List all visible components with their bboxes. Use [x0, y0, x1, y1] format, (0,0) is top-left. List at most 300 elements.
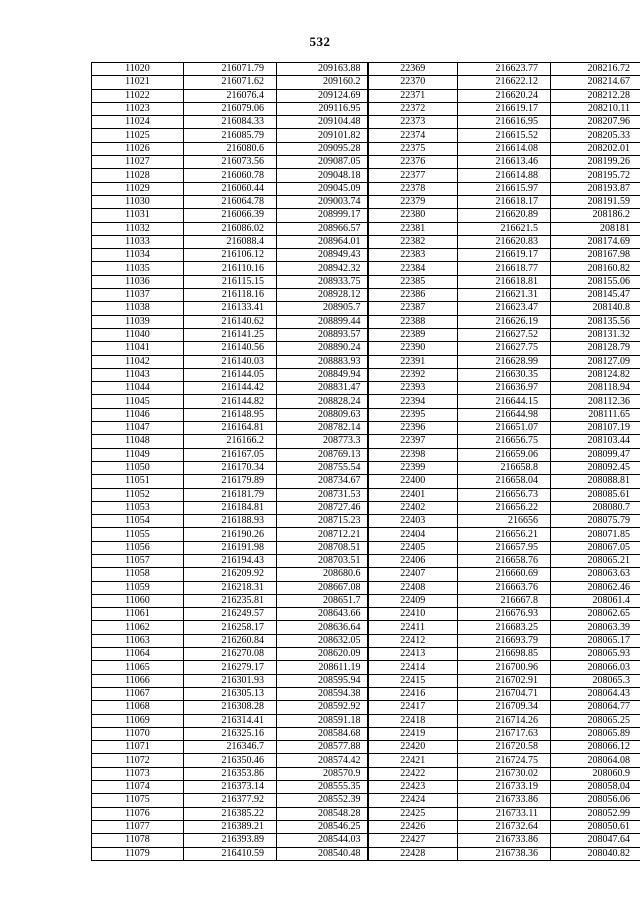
- left-y-coordinate-cell: 208643.66: [277, 608, 368, 621]
- left-x-coordinate-cell: 216301.93: [184, 674, 277, 687]
- left-x-coordinate-cell: 216140.62: [184, 315, 277, 328]
- left-x-coordinate-cell: 216060.44: [184, 182, 277, 195]
- left-y-coordinate-cell: 208680.6: [277, 568, 368, 581]
- table-row: [92, 594, 640, 607]
- left-x-coordinate-cell: 216140.56: [184, 342, 277, 355]
- right-x-coordinate-cell: 216656.75: [458, 435, 551, 448]
- right-point-id-cell: 22384: [368, 262, 458, 275]
- table-row: [92, 342, 640, 355]
- left-point-id-cell: 11063: [92, 634, 184, 647]
- right-y-coordinate-cell: 208186.2: [551, 209, 640, 222]
- right-point-id-cell: 22388: [368, 315, 458, 328]
- left-y-coordinate-cell: 208883.93: [277, 355, 368, 368]
- right-y-coordinate-cell: 208092.45: [551, 461, 640, 474]
- right-point-id-cell: 22417: [368, 701, 458, 714]
- left-x-coordinate-cell: 216166.2: [184, 435, 277, 448]
- left-x-coordinate-cell: 216218.31: [184, 581, 277, 594]
- right-x-coordinate-cell: 216628.99: [458, 355, 551, 368]
- right-x-coordinate-cell: 216709.34: [458, 701, 551, 714]
- right-point-id-cell: 22393: [368, 382, 458, 395]
- left-x-coordinate-cell: 216144.05: [184, 368, 277, 381]
- table-row: [92, 488, 640, 501]
- left-point-id-cell: 11041: [92, 342, 184, 355]
- right-x-coordinate-cell: 216676.93: [458, 608, 551, 621]
- right-x-coordinate-cell: 216627.52: [458, 328, 551, 341]
- right-y-coordinate-cell: 208210.11: [551, 102, 640, 115]
- right-y-coordinate-cell: 208062.65: [551, 608, 640, 621]
- right-y-coordinate-cell: 208065.21: [551, 554, 640, 567]
- right-x-coordinate-cell: 216656.22: [458, 501, 551, 514]
- left-x-coordinate-cell: 216144.82: [184, 395, 277, 408]
- left-point-id-cell: 11076: [92, 807, 184, 820]
- left-point-id-cell: 11052: [92, 488, 184, 501]
- left-x-coordinate-cell: 216270.08: [184, 648, 277, 661]
- left-y-coordinate-cell: 208577.88: [277, 741, 368, 754]
- table-row: [92, 634, 640, 647]
- left-point-id-cell: 11029: [92, 182, 184, 195]
- table-row: [92, 581, 640, 594]
- left-point-id-cell: 11077: [92, 820, 184, 833]
- table-row: [92, 475, 640, 488]
- right-x-coordinate-cell: 216660.69: [458, 568, 551, 581]
- right-y-coordinate-cell: 208216.72: [551, 63, 640, 76]
- left-x-coordinate-cell: 216079.06: [184, 102, 277, 115]
- table-row: [92, 448, 640, 461]
- coordinates-table-body: [92, 63, 640, 861]
- right-point-id-cell: 22404: [368, 528, 458, 541]
- right-x-coordinate-cell: 216658.8: [458, 461, 551, 474]
- right-x-coordinate-cell: 216644.98: [458, 408, 551, 421]
- right-x-coordinate-cell: 216659.06: [458, 448, 551, 461]
- left-x-coordinate-cell: 216110.16: [184, 262, 277, 275]
- right-point-id-cell: 22371: [368, 89, 458, 102]
- right-y-coordinate-cell: 208155.06: [551, 275, 640, 288]
- right-point-id-cell: 22412: [368, 634, 458, 647]
- left-x-coordinate-cell: 216118.16: [184, 289, 277, 302]
- left-point-id-cell: 11064: [92, 648, 184, 661]
- coordinates-table: [91, 62, 640, 861]
- table-row: [92, 89, 640, 102]
- right-y-coordinate-cell: 208099.47: [551, 448, 640, 461]
- right-y-coordinate-cell: 208118.94: [551, 382, 640, 395]
- right-x-coordinate-cell: 216620.89: [458, 209, 551, 222]
- right-point-id-cell: 22423: [368, 781, 458, 794]
- right-y-coordinate-cell: 208124.82: [551, 368, 640, 381]
- right-y-coordinate-cell: 208205.33: [551, 129, 640, 142]
- right-x-coordinate-cell: 216667.8: [458, 594, 551, 607]
- right-x-coordinate-cell: 216738.36: [458, 847, 551, 860]
- right-y-coordinate-cell: 208199.26: [551, 156, 640, 169]
- table-row: [92, 807, 640, 820]
- table-row: [92, 781, 640, 794]
- right-point-id-cell: 22379: [368, 195, 458, 208]
- left-x-coordinate-cell: 216350.46: [184, 754, 277, 767]
- left-y-coordinate-cell: 208831.47: [277, 382, 368, 395]
- table-row: [92, 501, 640, 514]
- table-row: [92, 741, 640, 754]
- page-number: 532: [309, 34, 331, 49]
- left-y-coordinate-cell: 208773.3: [277, 435, 368, 448]
- left-x-coordinate-cell: 216235.81: [184, 594, 277, 607]
- left-x-coordinate-cell: 216076.4: [184, 89, 277, 102]
- left-y-coordinate-cell: 208708.51: [277, 541, 368, 554]
- left-y-coordinate-cell: 208849.94: [277, 368, 368, 381]
- right-y-coordinate-cell: 208065.89: [551, 727, 640, 740]
- right-y-coordinate-cell: 208064.08: [551, 754, 640, 767]
- left-point-id-cell: 11038: [92, 302, 184, 315]
- table-row: [92, 661, 640, 674]
- right-x-coordinate-cell: 216619.17: [458, 249, 551, 262]
- left-x-coordinate-cell: 216279.17: [184, 661, 277, 674]
- right-point-id-cell: 22380: [368, 209, 458, 222]
- left-y-coordinate-cell: 208632.05: [277, 634, 368, 647]
- right-y-coordinate-cell: 208052.99: [551, 807, 640, 820]
- right-x-coordinate-cell: 216636.97: [458, 382, 551, 395]
- right-x-coordinate-cell: 216630.35: [458, 368, 551, 381]
- left-point-id-cell: 11047: [92, 422, 184, 435]
- table-row: [92, 674, 640, 687]
- left-x-coordinate-cell: 216085.79: [184, 129, 277, 142]
- left-x-coordinate-cell: 216088.4: [184, 235, 277, 248]
- left-point-id-cell: 11034: [92, 249, 184, 262]
- left-point-id-cell: 11074: [92, 781, 184, 794]
- left-point-id-cell: 11075: [92, 794, 184, 807]
- left-point-id-cell: 11051: [92, 475, 184, 488]
- right-y-coordinate-cell: 208128.79: [551, 342, 640, 355]
- right-point-id-cell: 22424: [368, 794, 458, 807]
- left-y-coordinate-cell: 208546.25: [277, 820, 368, 833]
- left-point-id-cell: 11033: [92, 235, 184, 248]
- table-row: [92, 156, 640, 169]
- table-row: [92, 554, 640, 567]
- right-y-coordinate-cell: 208111.65: [551, 408, 640, 421]
- right-y-coordinate-cell: 208127.09: [551, 355, 640, 368]
- right-x-coordinate-cell: 216621.5: [458, 222, 551, 235]
- right-x-coordinate-cell: 216700.96: [458, 661, 551, 674]
- table-row: [92, 687, 640, 700]
- left-point-id-cell: 11053: [92, 501, 184, 514]
- left-x-coordinate-cell: 216071.62: [184, 76, 277, 89]
- left-y-coordinate-cell: 208809.63: [277, 408, 368, 421]
- right-x-coordinate-cell: 216733.86: [458, 794, 551, 807]
- right-point-id-cell: 22369: [368, 63, 458, 76]
- left-point-id-cell: 11030: [92, 195, 184, 208]
- table-row: [92, 515, 640, 528]
- left-x-coordinate-cell: 216064.78: [184, 195, 277, 208]
- left-point-id-cell: 11066: [92, 674, 184, 687]
- table-row: [92, 76, 640, 89]
- right-point-id-cell: 22387: [368, 302, 458, 315]
- right-y-coordinate-cell: 208103.44: [551, 435, 640, 448]
- right-point-id-cell: 22394: [368, 395, 458, 408]
- left-y-coordinate-cell: 208734.67: [277, 475, 368, 488]
- table-row: [92, 422, 640, 435]
- right-point-id-cell: 22414: [368, 661, 458, 674]
- left-x-coordinate-cell: 216325.16: [184, 727, 277, 740]
- right-point-id-cell: 22373: [368, 116, 458, 129]
- left-y-coordinate-cell: 209116.95: [277, 102, 368, 115]
- right-point-id-cell: 22400: [368, 475, 458, 488]
- left-point-id-cell: 11049: [92, 448, 184, 461]
- right-y-coordinate-cell: 208056.06: [551, 794, 640, 807]
- left-y-coordinate-cell: 208769.13: [277, 448, 368, 461]
- right-y-coordinate-cell: 208167.98: [551, 249, 640, 262]
- table-row: [92, 315, 640, 328]
- right-point-id-cell: 22375: [368, 142, 458, 155]
- right-point-id-cell: 22420: [368, 741, 458, 754]
- table-row: [92, 820, 640, 833]
- left-y-coordinate-cell: 208893.57: [277, 328, 368, 341]
- right-y-coordinate-cell: 208181: [551, 222, 640, 235]
- right-y-coordinate-cell: 208047.64: [551, 834, 640, 847]
- right-y-coordinate-cell: 208062.46: [551, 581, 640, 594]
- left-y-coordinate-cell: 208667.08: [277, 581, 368, 594]
- table-row: [92, 714, 640, 727]
- table-row: [92, 541, 640, 554]
- right-y-coordinate-cell: 208088.81: [551, 475, 640, 488]
- right-point-id-cell: 22407: [368, 568, 458, 581]
- left-point-id-cell: 11028: [92, 169, 184, 182]
- right-y-coordinate-cell: 208066.12: [551, 741, 640, 754]
- right-x-coordinate-cell: 216616.95: [458, 116, 551, 129]
- left-y-coordinate-cell: 208999.17: [277, 209, 368, 222]
- table-row: [92, 767, 640, 780]
- left-x-coordinate-cell: 216209.92: [184, 568, 277, 581]
- left-y-coordinate-cell: 208727.46: [277, 501, 368, 514]
- left-x-coordinate-cell: 216249.57: [184, 608, 277, 621]
- left-point-id-cell: 11079: [92, 847, 184, 860]
- left-x-coordinate-cell: 216167.05: [184, 448, 277, 461]
- left-x-coordinate-cell: 216086.02: [184, 222, 277, 235]
- left-y-coordinate-cell: 208899.44: [277, 315, 368, 328]
- left-point-id-cell: 11057: [92, 554, 184, 567]
- right-y-coordinate-cell: 208065.17: [551, 634, 640, 647]
- right-point-id-cell: 22378: [368, 182, 458, 195]
- right-x-coordinate-cell: 216702.91: [458, 674, 551, 687]
- left-y-coordinate-cell: 208731.53: [277, 488, 368, 501]
- left-y-coordinate-cell: 208552.39: [277, 794, 368, 807]
- right-x-coordinate-cell: 216733.86: [458, 834, 551, 847]
- right-x-coordinate-cell: 216615.52: [458, 129, 551, 142]
- right-y-coordinate-cell: 208085.61: [551, 488, 640, 501]
- left-y-coordinate-cell: 208942.32: [277, 262, 368, 275]
- left-point-id-cell: 11054: [92, 515, 184, 528]
- right-y-coordinate-cell: 208066.03: [551, 661, 640, 674]
- left-point-id-cell: 11022: [92, 89, 184, 102]
- left-x-coordinate-cell: 216188.93: [184, 515, 277, 528]
- table-row: [92, 102, 640, 115]
- left-point-id-cell: 11065: [92, 661, 184, 674]
- left-y-coordinate-cell: 208548.28: [277, 807, 368, 820]
- left-y-coordinate-cell: 208715.23: [277, 515, 368, 528]
- table-row: [92, 435, 640, 448]
- right-point-id-cell: 22411: [368, 621, 458, 634]
- right-y-coordinate-cell: 208202.01: [551, 142, 640, 155]
- left-x-coordinate-cell: 216314.41: [184, 714, 277, 727]
- right-y-coordinate-cell: 208067.05: [551, 541, 640, 554]
- table-row: [92, 754, 640, 767]
- right-point-id-cell: 22426: [368, 820, 458, 833]
- left-point-id-cell: 11044: [92, 382, 184, 395]
- right-point-id-cell: 22392: [368, 368, 458, 381]
- left-y-coordinate-cell: 209095.28: [277, 142, 368, 155]
- left-y-coordinate-cell: 208594.38: [277, 687, 368, 700]
- right-x-coordinate-cell: 216720.58: [458, 741, 551, 754]
- right-point-id-cell: 22383: [368, 249, 458, 262]
- table-row: [92, 355, 640, 368]
- left-point-id-cell: 11040: [92, 328, 184, 341]
- left-y-coordinate-cell: 208890.24: [277, 342, 368, 355]
- table-row: [92, 847, 640, 860]
- right-y-coordinate-cell: 208065.3: [551, 674, 640, 687]
- right-point-id-cell: 22421: [368, 754, 458, 767]
- table-row: [92, 222, 640, 235]
- left-point-id-cell: 11039: [92, 315, 184, 328]
- left-point-id-cell: 11021: [92, 76, 184, 89]
- right-point-id-cell: 22398: [368, 448, 458, 461]
- left-y-coordinate-cell: 208574.42: [277, 754, 368, 767]
- right-x-coordinate-cell: 216663.76: [458, 581, 551, 594]
- table-row: [92, 608, 640, 621]
- table-row: [92, 408, 640, 421]
- right-point-id-cell: 22397: [368, 435, 458, 448]
- left-point-id-cell: 11032: [92, 222, 184, 235]
- right-y-coordinate-cell: 208214.67: [551, 76, 640, 89]
- right-point-id-cell: 22376: [368, 156, 458, 169]
- right-point-id-cell: 22399: [368, 461, 458, 474]
- table-row: [92, 834, 640, 847]
- left-point-id-cell: 11061: [92, 608, 184, 621]
- left-y-coordinate-cell: 209087.05: [277, 156, 368, 169]
- left-x-coordinate-cell: 216393.89: [184, 834, 277, 847]
- table-row: [92, 63, 640, 76]
- right-point-id-cell: 22419: [368, 727, 458, 740]
- left-y-coordinate-cell: 208611.19: [277, 661, 368, 674]
- right-y-coordinate-cell: 208061.4: [551, 594, 640, 607]
- left-y-coordinate-cell: 209163.88: [277, 63, 368, 76]
- left-x-coordinate-cell: 216115.15: [184, 275, 277, 288]
- right-x-coordinate-cell: 216733.11: [458, 807, 551, 820]
- left-y-coordinate-cell: 208570.9: [277, 767, 368, 780]
- right-x-coordinate-cell: 216614.88: [458, 169, 551, 182]
- right-x-coordinate-cell: 216733.19: [458, 781, 551, 794]
- right-x-coordinate-cell: 216704.71: [458, 687, 551, 700]
- left-point-id-cell: 11035: [92, 262, 184, 275]
- table-row: [92, 182, 640, 195]
- right-x-coordinate-cell: 216621.31: [458, 289, 551, 302]
- right-y-coordinate-cell: 208040.82: [551, 847, 640, 860]
- table-row: [92, 382, 640, 395]
- right-x-coordinate-cell: 216627.75: [458, 342, 551, 355]
- left-point-id-cell: 11023: [92, 102, 184, 115]
- table-row: [92, 368, 640, 381]
- right-point-id-cell: 22381: [368, 222, 458, 235]
- left-point-id-cell: 11069: [92, 714, 184, 727]
- table-row: [92, 794, 640, 807]
- table-row: [92, 262, 640, 275]
- table-row: [92, 528, 640, 541]
- right-y-coordinate-cell: 208193.87: [551, 182, 640, 195]
- left-point-id-cell: 11071: [92, 741, 184, 754]
- right-y-coordinate-cell: 208131.32: [551, 328, 640, 341]
- right-x-coordinate-cell: 216730.02: [458, 767, 551, 780]
- right-x-coordinate-cell: 216618.81: [458, 275, 551, 288]
- left-x-coordinate-cell: 216060.78: [184, 169, 277, 182]
- right-x-coordinate-cell: 216656.21: [458, 528, 551, 541]
- table-row: [92, 328, 640, 341]
- right-point-id-cell: 22415: [368, 674, 458, 687]
- table-row: [92, 621, 640, 634]
- right-y-coordinate-cell: 208065.25: [551, 714, 640, 727]
- left-y-coordinate-cell: 209045.09: [277, 182, 368, 195]
- right-x-coordinate-cell: 216698.85: [458, 648, 551, 661]
- left-x-coordinate-cell: 216066.39: [184, 209, 277, 222]
- right-point-id-cell: 22372: [368, 102, 458, 115]
- left-point-id-cell: 11037: [92, 289, 184, 302]
- right-point-id-cell: 22390: [368, 342, 458, 355]
- right-x-coordinate-cell: 216683.25: [458, 621, 551, 634]
- right-point-id-cell: 22395: [368, 408, 458, 421]
- right-y-coordinate-cell: 208065.93: [551, 648, 640, 661]
- left-point-id-cell: 11073: [92, 767, 184, 780]
- left-point-id-cell: 11067: [92, 687, 184, 700]
- left-y-coordinate-cell: 208591.18: [277, 714, 368, 727]
- left-y-coordinate-cell: 208828.24: [277, 395, 368, 408]
- right-point-id-cell: 22374: [368, 129, 458, 142]
- left-x-coordinate-cell: 216373.14: [184, 781, 277, 794]
- right-x-coordinate-cell: 216620.83: [458, 235, 551, 248]
- left-y-coordinate-cell: 209003.74: [277, 195, 368, 208]
- table-row: [92, 129, 640, 142]
- left-x-coordinate-cell: 216377.92: [184, 794, 277, 807]
- left-x-coordinate-cell: 216194.43: [184, 554, 277, 567]
- right-y-coordinate-cell: 208160.82: [551, 262, 640, 275]
- right-y-coordinate-cell: 208080.7: [551, 501, 640, 514]
- table-row: [92, 648, 640, 661]
- left-point-id-cell: 11060: [92, 594, 184, 607]
- left-x-coordinate-cell: 216410.59: [184, 847, 277, 860]
- left-point-id-cell: 11050: [92, 461, 184, 474]
- right-x-coordinate-cell: 216615.97: [458, 182, 551, 195]
- right-point-id-cell: 22422: [368, 767, 458, 780]
- left-y-coordinate-cell: 208966.57: [277, 222, 368, 235]
- left-point-id-cell: 11025: [92, 129, 184, 142]
- right-x-coordinate-cell: 216732.64: [458, 820, 551, 833]
- left-x-coordinate-cell: 216179.89: [184, 475, 277, 488]
- left-y-coordinate-cell: 208703.51: [277, 554, 368, 567]
- right-y-coordinate-cell: 208207.96: [551, 116, 640, 129]
- right-point-id-cell: 22428: [368, 847, 458, 860]
- right-x-coordinate-cell: 216623.77: [458, 63, 551, 76]
- right-x-coordinate-cell: 216620.24: [458, 89, 551, 102]
- table-row: [92, 142, 640, 155]
- left-point-id-cell: 11046: [92, 408, 184, 421]
- right-y-coordinate-cell: 208075.79: [551, 515, 640, 528]
- right-point-id-cell: 22391: [368, 355, 458, 368]
- right-point-id-cell: 22406: [368, 554, 458, 567]
- left-y-coordinate-cell: 208544.03: [277, 834, 368, 847]
- left-point-id-cell: 11068: [92, 701, 184, 714]
- left-x-coordinate-cell: 216260.84: [184, 634, 277, 647]
- table-row: [92, 116, 640, 129]
- table-row: [92, 568, 640, 581]
- left-y-coordinate-cell: 208905.7: [277, 302, 368, 315]
- right-point-id-cell: 22418: [368, 714, 458, 727]
- right-y-coordinate-cell: 208058.04: [551, 781, 640, 794]
- right-x-coordinate-cell: 216656: [458, 515, 551, 528]
- left-x-coordinate-cell: 216389.21: [184, 820, 277, 833]
- right-y-coordinate-cell: 208107.19: [551, 422, 640, 435]
